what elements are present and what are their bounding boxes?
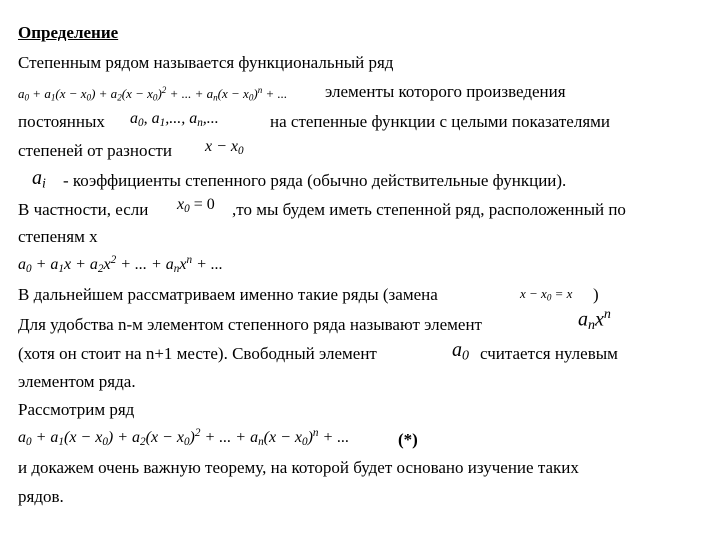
text-line: ,то мы будем иметь степенной ряд, расположенный по [232,200,626,219]
text-line: В частности, если [18,200,149,219]
text-line: Для удобства n-м элементом степенного ряда называют элемент [18,315,482,334]
equation-label: (*) [398,430,418,449]
formula-series-star: $a_0 + a_1(x - x_0) + a_2(x - x_0)^2$ + ... + $a_n(x - x_0)^n$ + ... [18,427,350,448]
definition-heading: Определение [18,23,119,42]
formula-coefficients: $a_0$, $a_1$,..., $a_n$,... [130,110,219,129]
text-line: степеням x [18,227,98,246]
text-line: на степенные функции с целыми показателями [270,112,611,131]
text-line: Степенным рядом называется функциональный ряд [18,53,394,72]
text-line: Рассмотрим ряд [18,400,135,419]
formula-difference: $x - x_0$ [205,138,244,157]
formula-ai: $a_i$ [32,167,46,192]
formula-substitution: $x - x_0 = x$ [520,286,573,303]
text-line: и докажем очень важную теорему, на которой будет основано изучение таких [18,458,579,477]
formula-general-series: $a_0 + a_1(x - x_0) + a_2(x - x_0)^2$ + ... + $a_n(x - x_0)^n$ + ... [18,85,288,103]
text-line: В дальнейшем рассматриваем именно такие ряды (замена [18,285,438,304]
formula-nth-element: $a_nx^n$ [578,307,611,334]
text-line: (хотя он стоит на n+1 месте). Свободный элемент [18,344,377,363]
formula-a0: $a_0$ [452,339,469,364]
text-line: элементом ряда. [18,372,136,391]
text-line: элементы которого произведения [325,82,566,101]
text-line: ) [593,285,599,304]
formula-x0-zero: $x_0 = 0$ [177,196,215,215]
text-line: рядов. [18,487,64,506]
text-line: постоянных [18,112,105,131]
text-line: степеней от разности [18,141,172,160]
text-line: - коэффициенты степенного ряда (обычно действительные функции). [63,171,567,190]
text-line: считается нулевым [480,344,618,363]
formula-power-series-x: $a_0 + a_1x + a_2x^2$ + ... + $a_nx^n$ + ... [18,254,223,275]
